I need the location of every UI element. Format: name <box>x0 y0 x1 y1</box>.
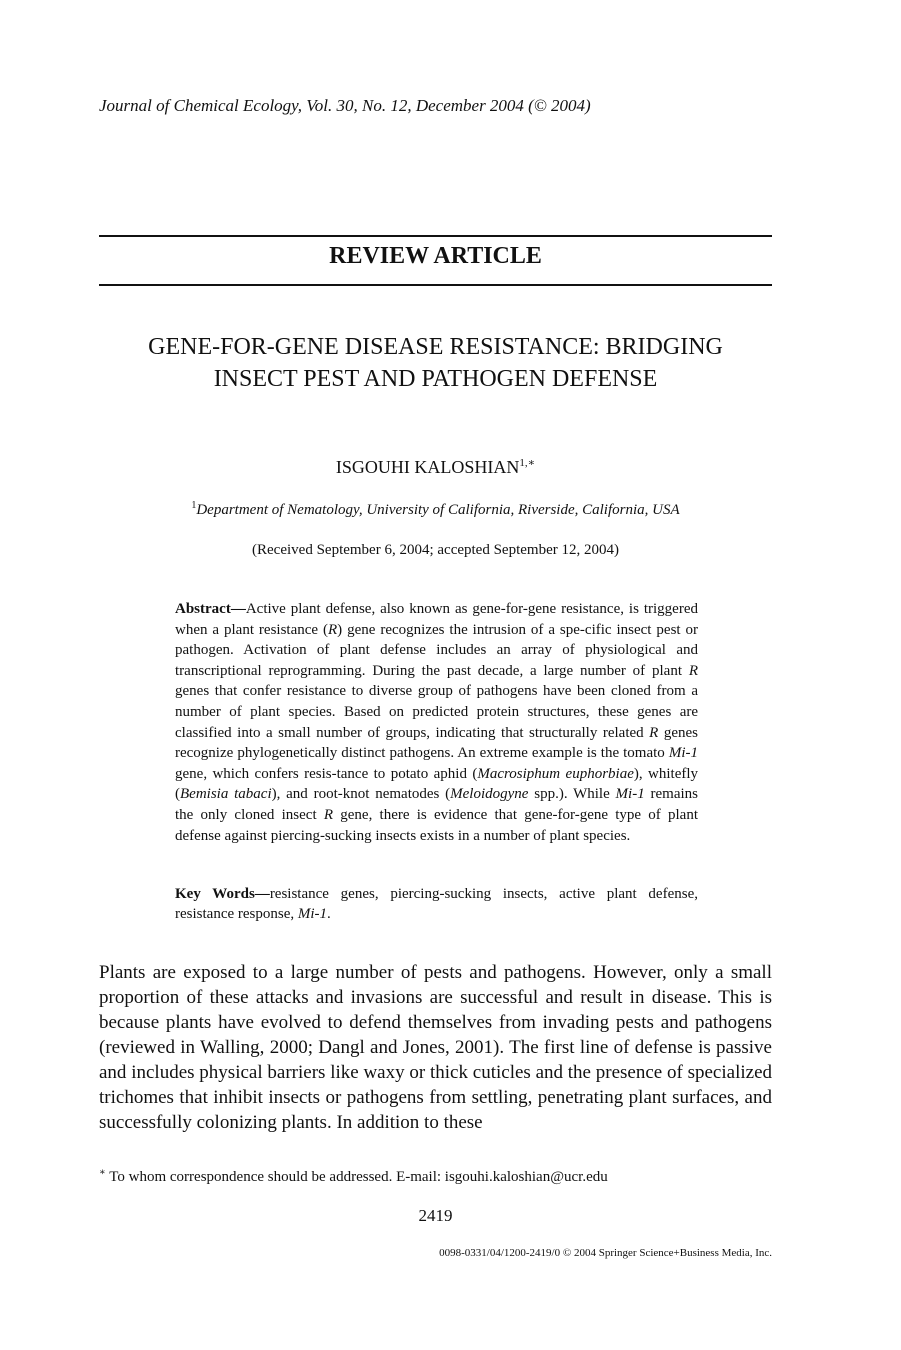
abstract-text: ), whitefly ( <box>175 765 699 803</box>
bottom-rule <box>99 284 772 286</box>
abstract-text: spp.). While <box>528 786 616 803</box>
page-number: 2419 <box>418 1206 453 1225</box>
journal-citation: Journal of Chemical Ecology, Vol. 30, No. 12, December 2004 (© 2004) <box>99 96 591 115</box>
abstract-label: Abstract— <box>175 601 246 617</box>
affiliation <box>99 500 772 519</box>
abstract-italic: Bemisia tabaci <box>180 786 272 803</box>
copyright-line: 0098-0331/04/1200-2419/0 © 2004 Springer Science+Business Media, Inc. <box>439 1247 772 1259</box>
abstract-text: Active plant defense, also known as gene-for-gene resistance, is triggered when a plant resistance ( <box>175 601 698 638</box>
abstract-italic: R <box>323 806 334 823</box>
abstract-italic: Macrosiphum euphorbiae <box>477 765 634 782</box>
affiliation-mark: 1 <box>191 500 197 511</box>
footnote <box>99 1167 608 1186</box>
abstract-italic: Mi-1 <box>668 745 698 762</box>
abstract-italic: Meloidogyne <box>450 786 529 803</box>
abstract-italic: R <box>688 662 698 679</box>
abstract-text: ), and root-knot nematodes ( <box>271 786 451 803</box>
keywords-end: . <box>327 906 331 922</box>
affiliation-text: Department of Nematology, University of California, Riverside, California, USA <box>196 502 680 518</box>
author <box>99 456 772 478</box>
author-name: ISGOUHI KALOSHIAN <box>335 457 520 477</box>
top-rule <box>99 235 772 237</box>
abstract-text: genes recognize phylogenetically distinct pathogens. An extreme example is the tomato <box>175 724 698 762</box>
key-words <box>175 884 698 924</box>
keywords-italic: Mi-1 <box>297 906 328 922</box>
article-type-label: REVIEW ARTICLE <box>329 243 542 269</box>
abstract-italic: Mi-1 <box>615 786 645 803</box>
abstract-text: ) gene recognizes the intrusion of a spe-cific insect pest or pathogen. Activation of plant defense includes an array of physiological and transcriptional reprogramming. During the past decade, a large number of plant <box>175 621 698 679</box>
abstract-text: remains the only cloned insect <box>175 786 698 823</box>
abstract <box>175 599 698 846</box>
footnote-text: To whom correspondence should be addressed. E-mail: isgouhi.kaloshian@ucr.edu <box>105 1169 608 1185</box>
keywords-label: Key Words— <box>175 886 270 902</box>
abstract-italic: R <box>649 724 659 741</box>
footnote-mark: ∗ <box>99 1167 106 1178</box>
title-line-2: INSECT PEST AND PATHOGEN DEFENSE <box>213 366 658 392</box>
abstract-text: genes that confer resistance to diverse group of pathogens have been cloned from a number of plant species. Based on predicted protein structures, these genes are classified into a small number of groups, indicating that structurally related <box>175 683 698 741</box>
abstract-italic: R <box>328 621 338 638</box>
article-title <box>99 331 772 395</box>
title-line-1: GENE-FOR-GENE DISEASE RESISTANCE: BRIDGING <box>148 334 723 360</box>
abstract-text: gene, there is evidence that gene-for-gene type of plant defense against piercing-sucking insects exists in a number of plant species. <box>175 806 698 844</box>
abstract-text: gene, which confers resis-tance to potato aphid ( <box>175 765 478 782</box>
author-marks: 1,∗ <box>519 457 536 469</box>
received-dates: (Received September 6, 2004; accepted September 12, 2004) <box>252 542 619 558</box>
body-paragraph: Plants are exposed to a large number of pests and pathogens. However, only a small proportion of these attacks and invasions are successful and result in disease. This is because plants have evolved to defend themselves from invading pests and pathogens (reviewed in Walling, 2000; Dangl and Jones, 2001). The first line of defense is passive and includes physical barriers like waxy or thick cuticles and the presence of specialized trichomes that inhibit insects or pathogens from settling, penetrating plant surfaces, and successfully colonizing plants. In addition to these <box>99 962 772 1133</box>
keywords-text: resistance genes, piercing-sucking insects, active plant defense, resistance response, <box>175 886 698 922</box>
